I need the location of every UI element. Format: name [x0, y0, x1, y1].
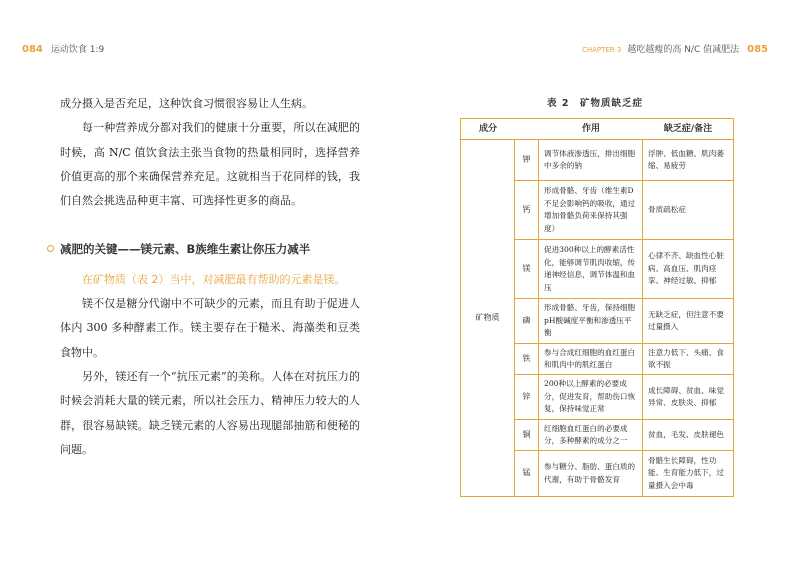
table-row — [515, 240, 733, 299]
mineral-function: 200种以上酵素的必要成分，促进发育，帮助伤口恢复，保持味觉正常 — [539, 375, 643, 419]
mineral-function: 形成骨骼、牙齿，保持细胞pH酸碱度平衡和渗透压平衡 — [539, 299, 643, 343]
section-heading — [60, 237, 360, 261]
mineral-function: 形成骨骼、牙齿（维生素D不足会影响钙的吸收，通过增加骨骼负荷来保持其强度） — [539, 181, 643, 239]
table-row — [515, 344, 733, 375]
table-row — [515, 299, 733, 344]
table-header-row — [461, 119, 733, 140]
mineral-function: 促进300种以上的酵素活性化，能够调节肌肉收缩，传递神经信息，调节体温和血压 — [539, 240, 643, 298]
mineral-function: 参与合成红细胞的血红蛋白和肌肉中的肌红蛋白 — [539, 344, 643, 374]
group-label: 矿物质 — [461, 140, 515, 496]
mineral-name: 磷 — [515, 299, 539, 343]
mineral-function: 调节体液渗透压，排出细胞中多余的钠 — [539, 140, 643, 180]
mineral-deficiency: 浮肿、低血糖、肌肉萎缩、易疲劳 — [648, 148, 724, 170]
table-row — [515, 420, 733, 451]
mineral-name: 锌 — [515, 375, 539, 419]
bullet-circle-icon — [47, 245, 54, 252]
paragraph-3: 镁不仅是糖分代谢中不可缺少的元素，而且有助于促进人体内 300 多种酵素工作。镁主要存在于糙米、海藻类和豆类食物中。 — [60, 297, 360, 359]
mineral-deficiency: 无缺乏症，但注意不要过量摄入 — [648, 309, 724, 331]
table-row — [515, 451, 733, 496]
mineral-name: 镁 — [515, 240, 539, 298]
table-row — [515, 375, 733, 420]
left-running-title: 运动饮食 1:9 — [50, 45, 105, 55]
header-deficiency: 缺乏症/备注 — [663, 123, 713, 134]
mineral-name: 钙 — [515, 181, 539, 239]
header-component: 成分 — [478, 123, 497, 134]
table-row — [515, 181, 733, 240]
table-rows — [515, 140, 733, 496]
table-title: 表 2 矿物质缺乏症 — [547, 98, 643, 109]
mineral-function: 红细胞血红蛋白的必要成分，多种酵素的成分之一 — [539, 420, 643, 450]
highlight-sentence: 在矿物质（表 2）当中，对减肥最有帮助的元素是镁。 — [82, 272, 346, 286]
table-row — [515, 140, 733, 181]
section-heading-text: 减肥的关键——镁元素、B族维生素让你压力减半 — [60, 242, 311, 257]
mineral-deficiency-table — [460, 118, 734, 497]
table-body — [461, 140, 733, 496]
mineral-name: 铜 — [515, 420, 539, 450]
right-page-header — [582, 42, 768, 55]
mineral-name: 钾 — [515, 140, 539, 180]
left-page-body — [60, 92, 360, 462]
mineral-function: 参与糖分、脂肪、蛋白质的代谢，有助于骨骼发育 — [539, 451, 643, 496]
mineral-name: 铁 — [515, 344, 539, 374]
header-function: 作用 — [581, 123, 600, 134]
paragraph-4: 另外，镁还有一个“抗压元素”的美称。人体在对抗压力的时候会消耗大量的镁元素，所以社会压力、精神压力较大的人群，很容易缺镁。缺乏镁元素的人容易出现腿部抽筋和便秘的问题。 — [60, 369, 360, 456]
right-page-number: 085 — [747, 44, 768, 55]
left-page-header — [22, 42, 104, 55]
paragraph-2: 每一种营养成分都对我们的健康十分重要，所以在减肥的时候，高 N/C 值饮食法主张当食物的热量相同时，选择营养价值更高的那个来确保营养充足。这就相当于花同样的钱，我们自然会挑选品种更丰富、可选择性更多的商品。 — [60, 121, 360, 208]
mineral-deficiency: 贫血，毛发、皮肤褪色 — [648, 429, 724, 439]
mineral-deficiency: 成长障碍、贫血、味觉异常、皮肤炎、抑郁 — [648, 385, 724, 407]
mineral-deficiency: 骨骼生长障碍，性功能、生育能力低下，过量摄入会中毒 — [648, 455, 724, 490]
mineral-deficiency: 骨质疏松症 — [648, 204, 686, 214]
mineral-deficiency: 注意力低下、头痛、食欲不振 — [648, 347, 724, 369]
paragraph-1: 成分摄入是否充足，这种饮食习惯很容易让人生病。 — [60, 97, 313, 110]
right-running-title: 越吃越瘦的高 N/C 值减肥法 — [627, 45, 740, 55]
chapter-label: CHAPTER 3 — [581, 46, 622, 54]
mineral-deficiency: 心律不齐、缺血性心脏病、高血压、肌肉痉挛、神经过敏、抑郁 — [648, 251, 724, 286]
left-page-number: 084 — [22, 44, 43, 55]
mineral-name: 锰 — [515, 451, 539, 496]
